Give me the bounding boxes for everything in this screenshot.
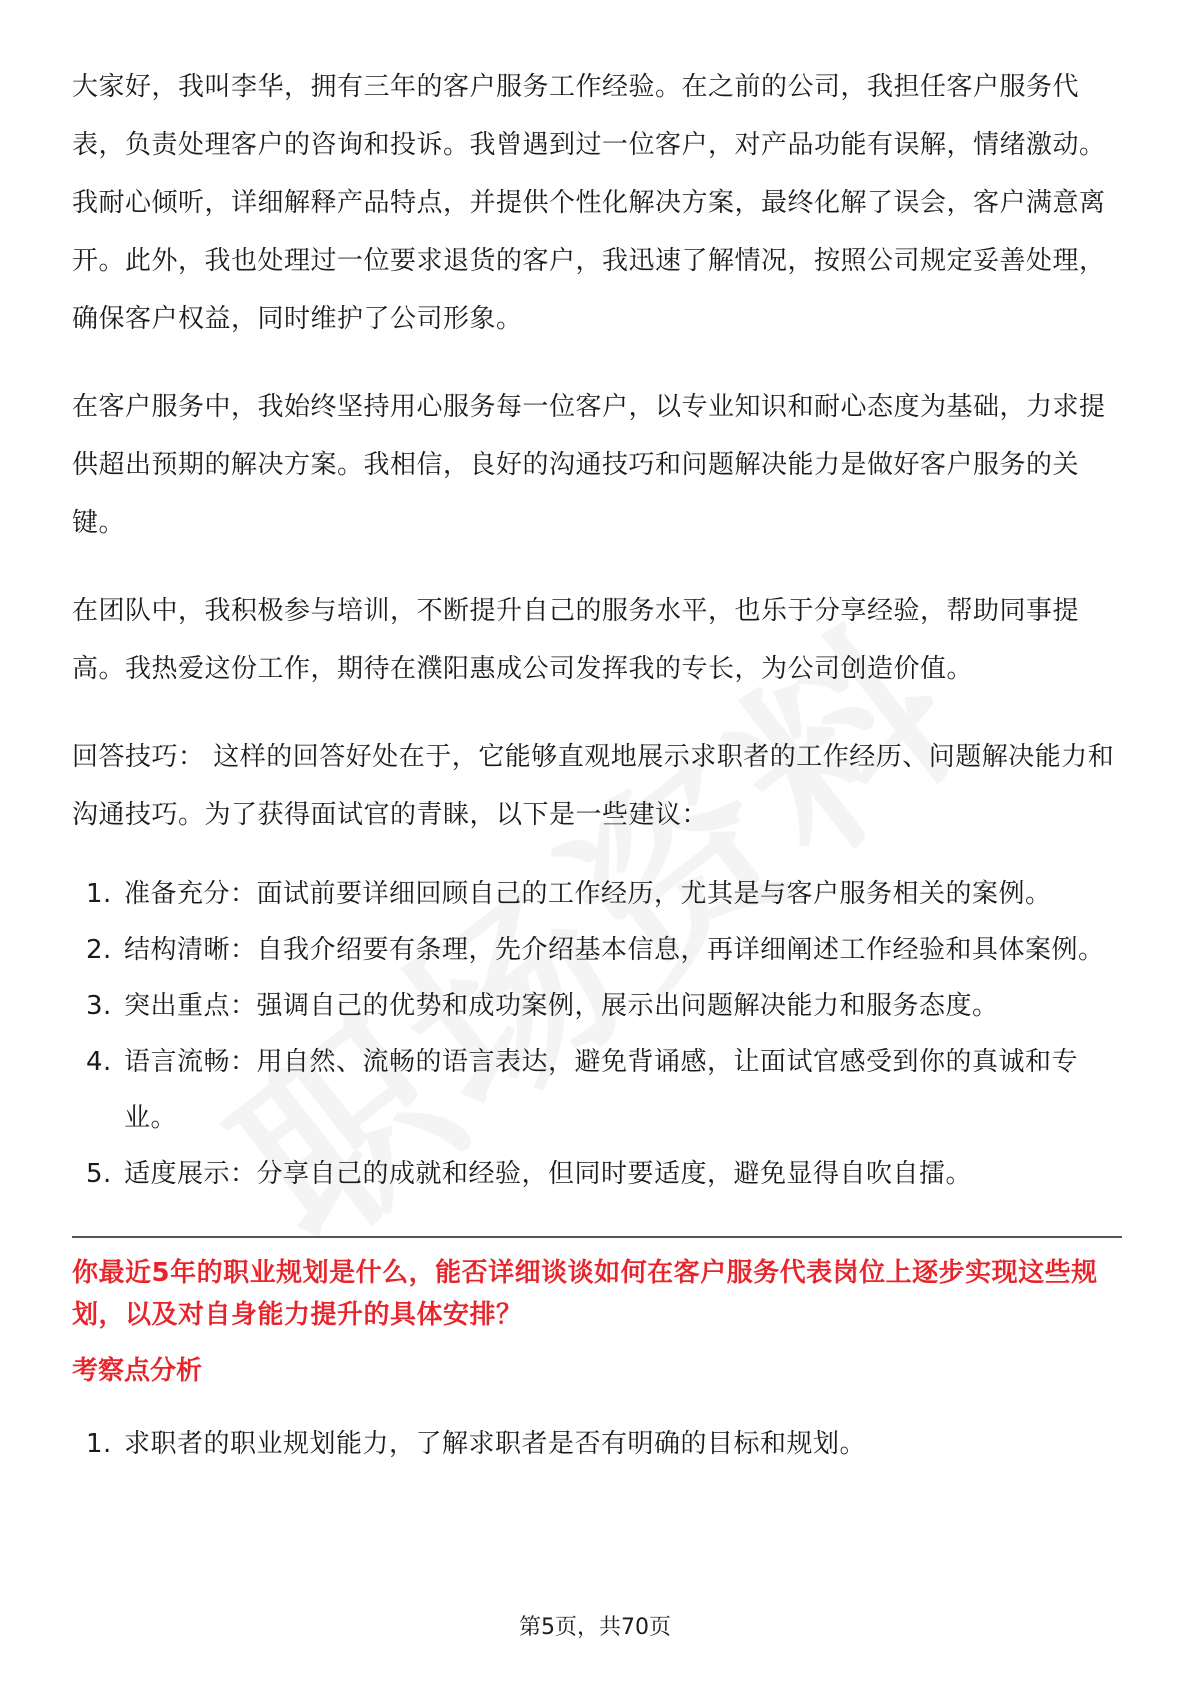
list-item [72,1034,1122,1146]
team-paragraph: 在团队中，我积极参与培训，不断提升自己的服务水平，也乐于分享经验，帮助同事提高。我热爱这份工作，期待在濮阳惠成公司发挥我的专长，为公司创造价值。 [72,596,1080,684]
list-number: 1. [86,1429,112,1459]
list-item [72,1146,1122,1202]
page-content [72,58,1122,1472]
list-item-text: 语言流畅：用自然、流畅的语言表达，避免背诵感，让面试官感受到你的真诚和专业。 [124,1047,1079,1133]
list-item-text: 准备充分：面试前要详细回顾自己的工作经历，尤其是与客户服务相关的案例。 [124,879,1052,909]
analysis-heading: 考察点分析 [72,1356,203,1386]
intro-paragraph: 大家好，我叫李华，拥有三年的客户服务工作经验。在之前的公司，我担任客户服务代表，负责处理客户的咨询和投诉。我曾遇到过一位客户，对产品功能有误解，情绪激动。我耐心倾听，详细解释产品特点，并提供个性化解决方案，最终化解了误会，客户满意离开。此外，我也处理过一位要求退货的客户，我迅速了解情况，按照公司规定妥善处理，确保客户权益，同时维护了公司形象。 [72,72,1106,334]
list-number: 4. [86,1047,112,1077]
list-number: 5. [86,1159,112,1189]
list-item-text: 结构清晰：自我介绍要有条理，先介绍基本信息，再详细阐述工作经验和具体案例。 [124,935,1105,965]
service-paragraph: 在客户服务中，我始终坚持用心服务每一位客户，以专业知识和耐心态度为基础，力求提供超出预期的解决方案。我相信，良好的沟通技巧和问题解决能力是做好客户服务的关键。 [72,392,1106,538]
list-number: 3. [86,991,112,1021]
list-item [72,866,1122,922]
page-number: 第5页，共70页 [519,1615,671,1640]
list-item-text: 适度展示：分享自己的成就和经验，但同时要适度，避免显得自吹自擂。 [124,1159,973,1189]
list-item-text: 突出重点：强调自己的优势和成功案例，展示出问题解决能力和服务态度。 [124,991,999,1021]
section-divider [72,1236,1122,1238]
interview-question: 你最近5年的职业规划是什么，能否详细谈谈如何在客户服务代表岗位上逐步实现这些规划，以及对自身能力提升的具体安排？ [72,1258,1098,1330]
list-item [72,978,1122,1034]
suggestion-list [72,866,1122,1202]
list-item-text: 求职者的职业规划能力，了解求职者是否有明确的目标和规划。 [124,1429,867,1459]
list-item [72,922,1122,978]
analysis-list [72,1416,1122,1472]
list-number: 2. [86,935,112,965]
list-number: 1. [86,879,112,909]
answer-tips: 回答技巧： 这样的回答好处在于，它能够直观地展示求职者的工作经历、问题解决能力和沟通技巧。为了获得面试官的青睐，以下是一些建议： [72,742,1115,830]
list-item [72,1416,1122,1472]
